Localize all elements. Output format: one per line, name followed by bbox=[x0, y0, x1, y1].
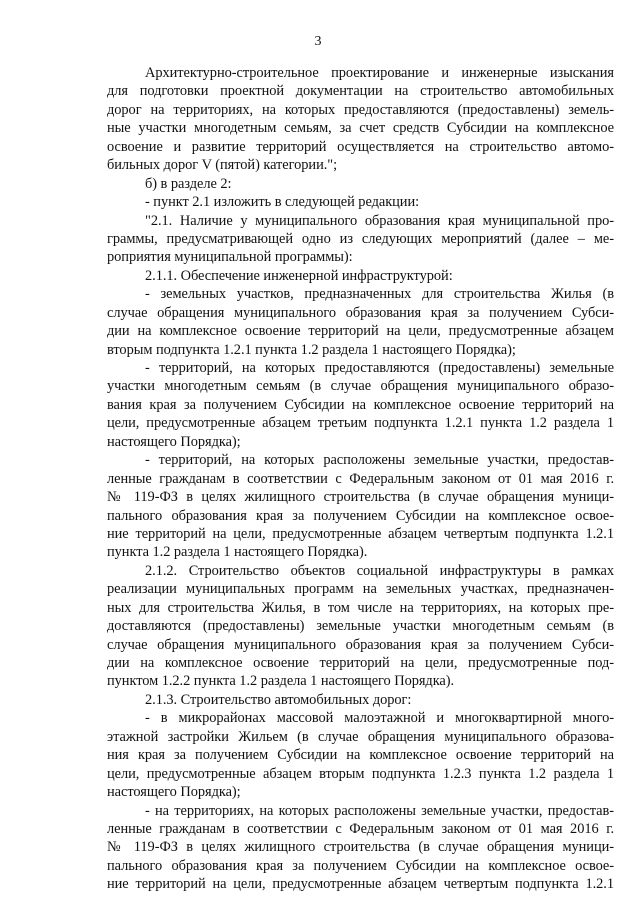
text-line: пального образования края за получением Субсидии на комплексное освое- bbox=[107, 857, 614, 874]
text-line: ния края за получением Субсидии на комплексное освоение территорий на bbox=[107, 747, 614, 764]
text-line: участки многодетным семьям (в случае обращения муниципального образо- bbox=[107, 378, 614, 395]
text-line: бильных дорог V (пятой) категории."; bbox=[107, 157, 338, 174]
text-line: - территорий, на которых предоставляются (предоставлены) земельные bbox=[145, 360, 614, 376]
text-line: роприятия муниципальной программы): bbox=[107, 249, 353, 266]
text-line: для подготовки проектной документации на строительство автомобильных bbox=[107, 83, 614, 100]
page-number: 3 bbox=[314, 34, 322, 49]
text-line: - территорий, на которых расположены земельные участки, предостав- bbox=[145, 452, 614, 469]
text-line: ленные гражданам в соответствии с Федеральным законом от 01 мая 2016 г. bbox=[107, 820, 614, 837]
text-line: случае обращения муниципального образования края за получением Субси- bbox=[107, 304, 614, 321]
text-line: пунктом 1.2.2 пункта 1.2 раздела 1 настоящего Порядка). bbox=[107, 673, 455, 690]
text-line: 2.1.1. Обеспечение инженерной инфраструктурой: bbox=[145, 267, 453, 284]
text-line: № 119-ФЗ в целях жилищного строительства (в случае обращения муници- bbox=[107, 839, 614, 856]
text-line: освоение и развитие территорий осуществляется на строительство автомо- bbox=[107, 138, 614, 155]
document-body bbox=[107, 64, 614, 894]
text-line: ние территорий на цели, предусмотренные абзацем четвертым подпункта 1.2.1 bbox=[107, 525, 614, 542]
text-line: пального образования края за получением Субсидии на комплексное освое- bbox=[107, 507, 614, 524]
text-line: б) в разделе 2: bbox=[145, 175, 232, 192]
text-line: случае обращения муниципального образования края за получением Субси- bbox=[107, 636, 614, 653]
text-line: вторым подпункта 1.2.1 пункта 1.2 раздела 1 настоящего Порядка); bbox=[107, 341, 516, 358]
text-line: вания края за получением Субсидии на комплексное освоение территорий на bbox=[107, 396, 614, 413]
text-line: ленные гражданам в соответствии с Федеральным законом от 01 мая 2016 г. bbox=[107, 470, 614, 487]
text-line: - земельных участков, предназначенных для строительства Жилья (в bbox=[145, 286, 614, 303]
text-line: этажной застройки Жильем (в случае обращения муниципального образова- bbox=[107, 728, 614, 745]
text-line: ные участки многодетным семьям, за счет средств Субсидии на комплексное bbox=[107, 120, 614, 137]
text-line: Архитектурно-строительное проектирование и инженерные изыскания bbox=[145, 65, 614, 81]
text-line: дии на комплексное освоение территорий на цели, предусмотренные под- bbox=[107, 655, 614, 671]
text-line: настоящего Порядка); bbox=[107, 784, 241, 801]
text-line: реализации муниципальных программ на земельных участках, предназначен- bbox=[107, 581, 614, 598]
text-line: цели, предусмотренные абзацем третьим подпункта 1.2.1 пункта 1.2 раздела 1 bbox=[107, 415, 614, 432]
text-line: настоящего Порядка); bbox=[107, 433, 241, 450]
text-line: - на территориях, на которых расположены земельные участки, предостав- bbox=[145, 802, 614, 819]
text-line: дии на комплексное освоение территорий на цели, предусмотренные абзацем bbox=[107, 323, 614, 340]
text-line: граммы, предусматривающей одно из следующих мероприятий (далее – ме- bbox=[107, 230, 614, 247]
text-line: - в микрорайонах массовой малоэтажной и многоквартирной много- bbox=[145, 710, 614, 727]
text-line: цели, предусмотренные абзацем вторым подпункта 1.2.3 пункта 1.2 раздела 1 bbox=[107, 765, 614, 782]
text-line: доставляются (предоставлены) земельные участки многодетным семьям (в bbox=[107, 618, 614, 635]
text-line: - пункт 2.1 изложить в следующей редакции: bbox=[145, 194, 420, 211]
text-line: ние территорий на цели, предусмотренные абзацем четвертым подпункта 1.2.1 bbox=[107, 876, 614, 893]
text-line: ных для строительства Жилья, в том числе на территориях, на которых пре- bbox=[107, 599, 614, 616]
text-line: пункта 1.2 раздела 1 настоящего Порядка). bbox=[107, 544, 368, 561]
text-line: "2.1. Наличие у муниципального образования края муниципальной про- bbox=[145, 212, 614, 229]
text-line: 2.1.3. Строительство автомобильных дорог: bbox=[145, 691, 412, 708]
text-line: № 119-ФЗ в целях жилищного строительства (в случае обращения муници- bbox=[107, 489, 614, 506]
text-line: 2.1.2. Строительство объектов социальной инфраструктуры в рамках bbox=[145, 562, 614, 579]
text-line: дорог на территориях, на которых предоставляются (предоставлены) земель- bbox=[107, 101, 614, 118]
